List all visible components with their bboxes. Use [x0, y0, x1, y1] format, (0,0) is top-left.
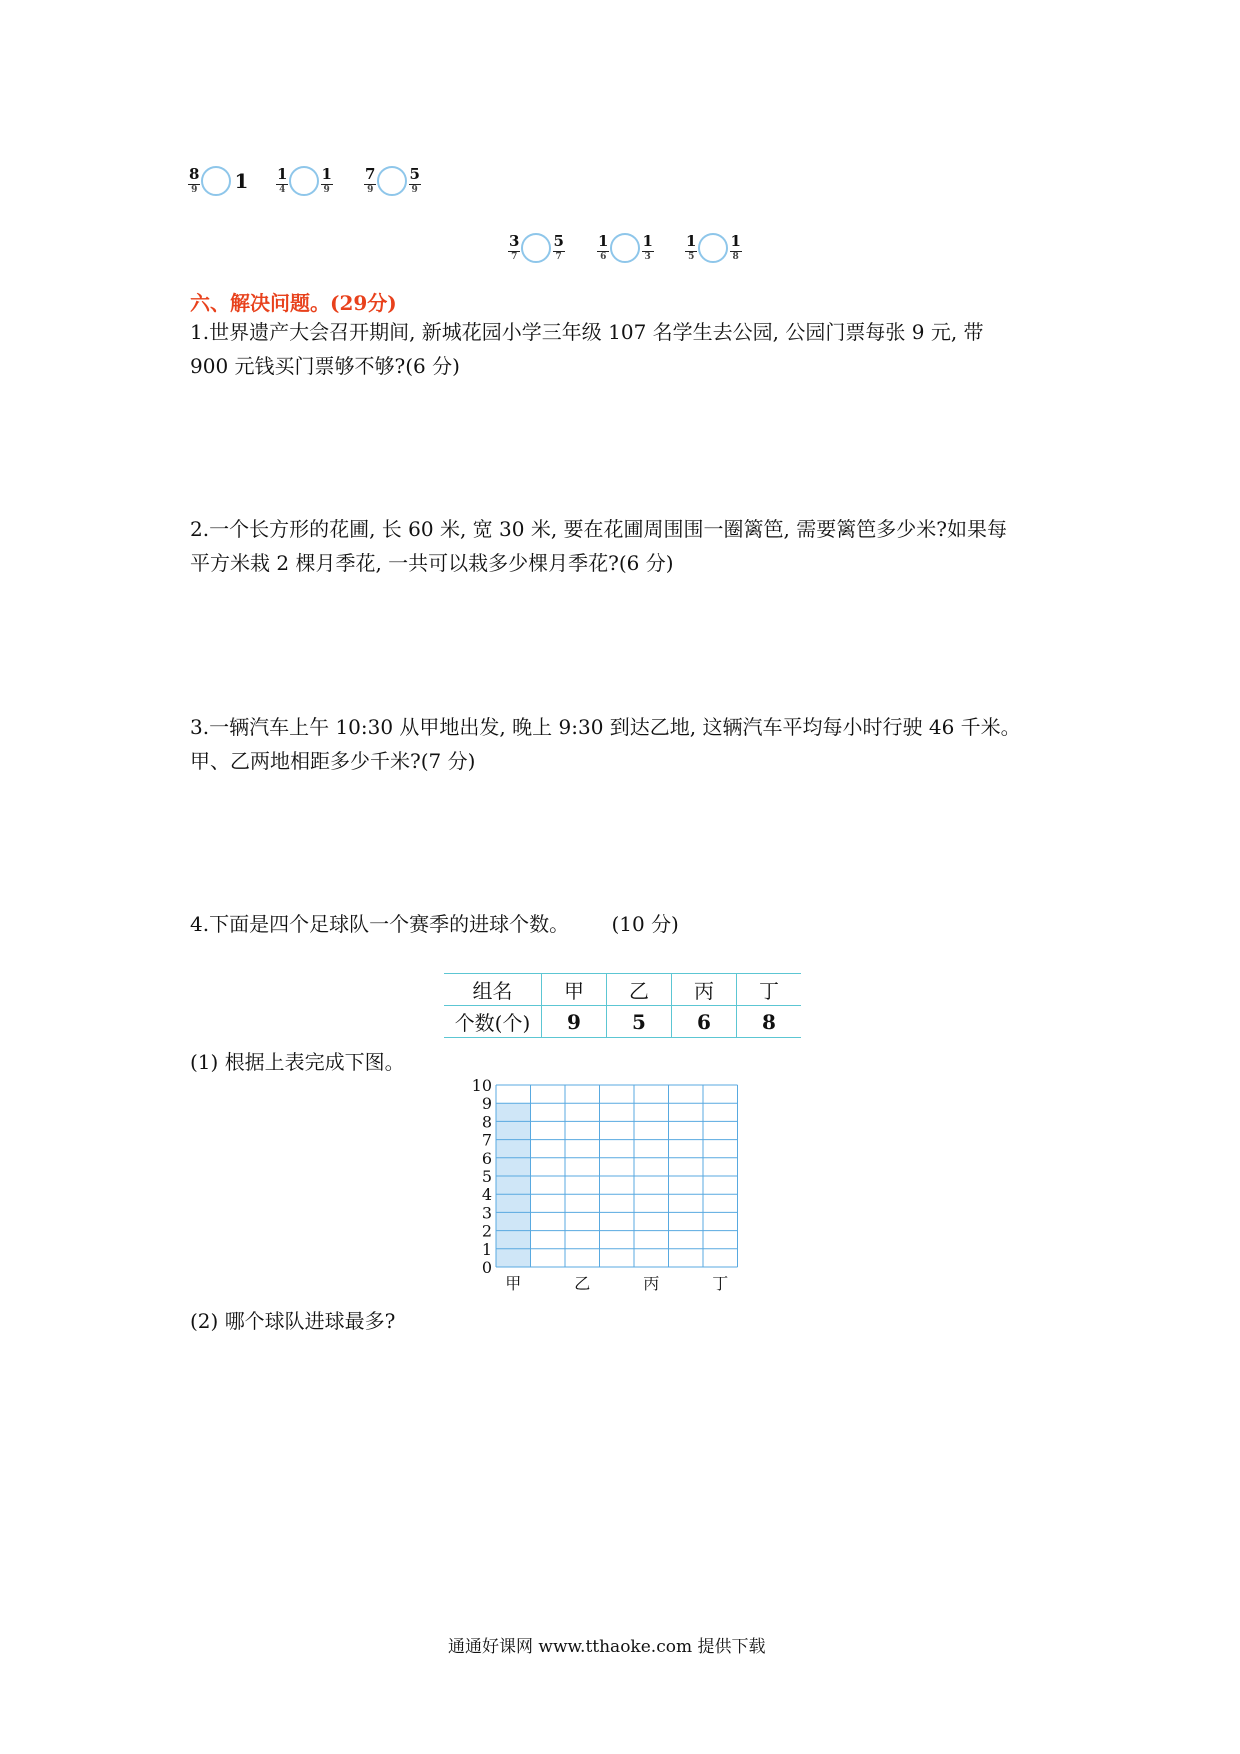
- answer-circle[interactable]: [610, 233, 640, 263]
- compare-item-5: [597, 225, 654, 271]
- sub-question-1: (1) 根据上表完成下图。: [190, 1050, 405, 1074]
- table-row-label: 个数(个): [444, 1006, 542, 1038]
- question-2-line-2: 平方米栽 2 棵月季花, 一共可以栽多少棵月季花?(6 分): [190, 551, 674, 575]
- fraction: $\frac{1}{5}$: [686, 232, 697, 262]
- compare-item-3: [364, 158, 421, 204]
- table-cell-count: 6: [672, 1006, 737, 1038]
- answer-circle[interactable]: [201, 166, 231, 196]
- table-cell-team: 乙: [607, 974, 672, 1006]
- fraction: $\frac{8}{9}$: [189, 165, 200, 195]
- y-tick-label: 0: [481, 1258, 492, 1277]
- y-tick-label: 10: [471, 1076, 492, 1095]
- x-tick-label: 丙: [643, 1274, 660, 1293]
- compare-item-6: [685, 225, 742, 271]
- table-cell-count: 5: [607, 1006, 672, 1038]
- fraction: $\frac{7}{9}$: [365, 165, 376, 195]
- question-3-line-1: 3.一辆汽车上午 10:30 从甲地出发, 晚上 9:30 到达乙地, 这辆汽车平均每小时行驶 46 千米。: [190, 715, 1021, 739]
- question-2-line-1: 2.一个长方形的花圃, 长 60 米, 宽 30 米, 要在花圃周围围一圈篱笆, 需要篱笆多少米?如果每: [190, 517, 1007, 541]
- fraction: $\frac{5}{7}$: [553, 232, 564, 262]
- table-row: [444, 974, 801, 1006]
- question-3-line-2: 甲、乙两地相距多少千米?(7 分): [190, 749, 476, 773]
- fraction: $\frac{3}{7}$: [509, 232, 520, 262]
- compare-item-4: [508, 225, 565, 271]
- compare-item-2: [276, 158, 333, 204]
- whole-number: 1: [234, 169, 249, 193]
- table-row: [444, 1006, 801, 1038]
- y-tick-label: 6: [481, 1148, 492, 1168]
- fraction: $\frac{1}{8}$: [730, 232, 741, 262]
- bar-chart: [470, 1075, 790, 1295]
- question-1-line-2: 900 元钱买门票够不够?(6 分): [190, 354, 460, 378]
- x-tick-label: 乙: [574, 1274, 591, 1293]
- y-tick-label: 2: [481, 1221, 492, 1241]
- x-tick-label: 甲: [505, 1274, 522, 1293]
- question-1: [190, 315, 1100, 383]
- compare-item-1: [188, 158, 248, 204]
- fraction: $\frac{1}{4}$: [277, 165, 288, 195]
- y-tick-label: 1: [481, 1239, 492, 1259]
- fraction: $\frac{1}{6}$: [598, 232, 609, 262]
- answer-circle[interactable]: [521, 233, 551, 263]
- table-cell-count: 9: [542, 1006, 607, 1038]
- table-cell-team: 丙: [672, 974, 737, 1006]
- question-4: [190, 907, 1100, 941]
- table-header-label: 组名: [444, 974, 542, 1006]
- question-1-line-1: 1.世界遗产大会召开期间, 新城花园小学三年级 107 名学生去公园, 公园门票每张 9 元, 带: [190, 320, 984, 344]
- sub-question-2: (2) 哪个球队进球最多?: [190, 1309, 396, 1333]
- question-4-text: 4.下面是四个足球队一个赛季的进球个数。: [190, 912, 570, 936]
- answer-circle[interactable]: [698, 233, 728, 263]
- goals-table: [444, 973, 801, 1038]
- y-tick-label: 8: [481, 1112, 492, 1132]
- answer-circle[interactable]: [377, 166, 407, 196]
- table-cell-count: 8: [737, 1006, 802, 1038]
- answer-circle[interactable]: [289, 166, 319, 196]
- y-tick-label: 4: [481, 1185, 492, 1205]
- y-tick-label: 7: [481, 1130, 492, 1150]
- question-3: [190, 710, 1100, 778]
- question-4-score: (10 分): [611, 912, 679, 936]
- question-2: [190, 512, 1100, 580]
- table-cell-team: 丁: [737, 974, 802, 1006]
- fraction: $\frac{1}{9}$: [321, 165, 332, 195]
- fraction: $\frac{1}{3}$: [642, 232, 653, 262]
- x-tick-label: 丁: [712, 1274, 729, 1293]
- fraction: $\frac{5}{9}$: [409, 165, 420, 195]
- section-title: 六、解决问题。(29分): [190, 291, 397, 315]
- footer: 通通好课网 www.tthaoke.com 提供下载: [448, 1637, 766, 1657]
- chart-bar: [496, 1103, 531, 1267]
- y-tick-label: 3: [481, 1203, 492, 1223]
- y-tick-label: 5: [481, 1167, 492, 1186]
- y-tick-label: 9: [481, 1094, 492, 1114]
- table-cell-team: 甲: [542, 974, 607, 1006]
